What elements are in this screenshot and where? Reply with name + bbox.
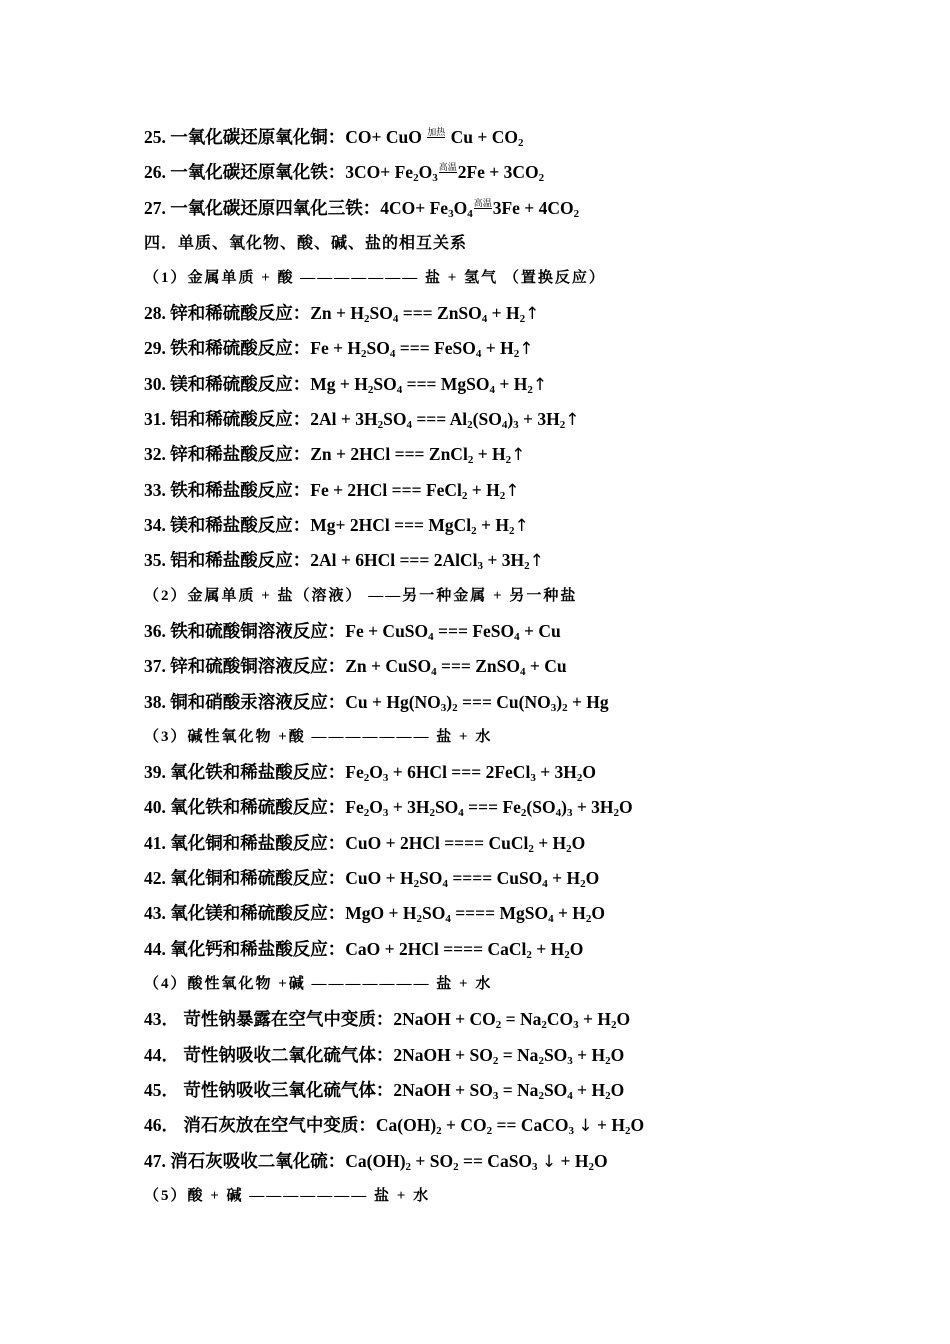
reaction-name: 氧化铜和稀硫酸反应：	[170, 868, 346, 888]
subscript: 4	[501, 419, 508, 431]
subscript: 2	[467, 419, 473, 431]
equation-44b	[144, 1043, 624, 1067]
formula-text: SO	[369, 303, 393, 323]
formula-text: + H	[495, 374, 528, 394]
formula-text: MgO + H	[345, 903, 417, 923]
subscript: 2	[509, 525, 515, 537]
formula-text: O	[616, 1009, 631, 1029]
formula-text: )	[561, 797, 567, 817]
subscript: 4	[392, 313, 399, 325]
subscript: 2	[363, 807, 370, 819]
reaction-name: 氧化铜和稀盐酸反应：	[170, 833, 346, 853]
formula-text: O	[619, 797, 633, 817]
subscript: 2	[363, 772, 370, 784]
formula-text: + SO	[411, 1151, 454, 1171]
formula-text: 2Al + 6HCl === 2AlCl	[310, 550, 478, 570]
equation-44	[144, 937, 583, 961]
subscript: 2	[524, 560, 530, 572]
formula-text: === Cu(NO	[457, 692, 551, 712]
formula-text: + 3H	[518, 409, 560, 429]
equation-number: 40.	[144, 797, 166, 817]
reaction-name: 镁和稀硫酸反应：	[170, 374, 311, 394]
formula-text: SO	[383, 409, 407, 429]
formula-text: === FeSO	[395, 338, 476, 358]
formula-text: + H	[547, 868, 581, 888]
formula-text: SO	[543, 1080, 568, 1100]
formula-text: 2NaOH + CO	[393, 1009, 496, 1029]
reaction-name: 铁和稀硫酸反应：	[170, 338, 311, 358]
equation-number: 34.	[144, 515, 166, 535]
formula-text: + H	[476, 515, 510, 535]
reaction-name: 消石灰放在空气中变质：	[183, 1115, 376, 1135]
formula-text: O	[582, 762, 597, 782]
equation-25: 25. 一氧化碳还原氧化铜：CO+ CuO 加热 $Cu + CO_2$	[144, 127, 524, 149]
equation-number: 29.	[144, 338, 166, 358]
formula-text: SO	[373, 374, 397, 394]
subscript: 2	[453, 1161, 459, 1173]
precipitate-arrow-icon: ↓	[541, 1152, 557, 1172]
subscript: 2	[429, 807, 435, 819]
subscript: 2	[564, 949, 570, 961]
subscript: 4	[396, 384, 403, 396]
formula-text: + 3H	[572, 797, 614, 817]
formula-text: 2NaOH + SO	[393, 1045, 493, 1065]
subscript: 2	[624, 1125, 631, 1137]
reaction-name: 镁和稀盐酸反应：	[170, 515, 311, 535]
formula-text: )	[507, 409, 514, 429]
reaction-name: 苛性钠吸收三氧化硫气体：	[183, 1080, 394, 1100]
equation-number: 38.	[144, 692, 166, 712]
equation-27: 27. 一氧化碳还原四氧化三铁：$4CO+ Fe_3O_4$高温$3Fe + 4CO_2$	[144, 198, 580, 220]
subsection-1: （1）金属单质 + 酸 ——————— 盐 + 氢气 （置换反应）	[144, 270, 606, 286]
formula-text: Zn + H	[310, 303, 364, 323]
reaction-name: 铝和稀盐酸反应：	[170, 550, 311, 570]
equation-35	[144, 548, 544, 573]
formula-text: + 3H	[535, 762, 577, 782]
subscript: 3	[382, 772, 389, 784]
formula-text: === FeSO	[433, 621, 515, 641]
gas-arrow-icon: ↑	[514, 516, 529, 536]
subscript: 4	[428, 631, 434, 643]
subscript: 2	[364, 313, 370, 325]
formula-text: Fe	[345, 762, 364, 782]
subscript: 2	[361, 348, 367, 360]
formula-text: O	[591, 903, 606, 923]
subscript: 3	[492, 1090, 499, 1102]
formula-text: + H	[553, 903, 586, 923]
subscript: 2	[605, 1055, 611, 1067]
formula-text: + H	[592, 1115, 625, 1135]
formula-text: + H	[533, 833, 567, 853]
reaction-name: 苛性钠吸收二氧化硫气体：	[183, 1045, 394, 1065]
gas-arrow-icon: ↑	[529, 551, 544, 571]
subscript: 3	[566, 807, 573, 819]
subscript: 2	[559, 419, 566, 431]
formula-text: Mg+ 2HCl === MgCl	[310, 515, 472, 535]
equation-36	[144, 619, 561, 643]
formula-text: Cu + Hg(NO	[345, 692, 441, 712]
equation-43	[144, 901, 605, 925]
formula-text: ==== CuSO	[447, 868, 543, 888]
subscript: 2	[436, 1125, 442, 1137]
subscript: 4	[555, 807, 562, 819]
reaction-name: 氧化铁和稀硫酸反应：	[170, 797, 346, 817]
formula-text: SO	[419, 868, 443, 888]
equation-42	[144, 866, 599, 890]
subscript: 2	[505, 454, 512, 466]
formula-text: Fe + H	[310, 338, 362, 358]
subscript: 2	[538, 1090, 544, 1102]
formula-text: === Al	[411, 409, 468, 429]
subscript: 2	[367, 384, 374, 396]
subscript: 2	[492, 1055, 499, 1067]
formula-text: + CO	[441, 1115, 487, 1135]
formula-text: (SO	[472, 409, 502, 429]
equation-number: 30.	[144, 374, 166, 394]
subscript: 3	[477, 560, 483, 572]
formula-text: + Cu	[519, 621, 561, 641]
formula-text: O	[594, 1151, 608, 1171]
equation-46	[144, 1113, 644, 1138]
reaction-name: 锌和硫酸铜溶液反应：	[170, 656, 346, 676]
subscript: 3	[382, 807, 389, 819]
formula-text: SO	[543, 1045, 568, 1065]
formula-text: CuO + H	[345, 868, 414, 888]
equation-30	[144, 372, 547, 397]
equation-43b	[144, 1007, 630, 1031]
equation-number: 36.	[144, 621, 166, 641]
formula-text: === ZnSO	[436, 656, 521, 676]
formula-text: (SO	[526, 797, 556, 817]
formula-text: O	[585, 868, 600, 888]
equation-number: 43.	[144, 903, 166, 923]
equation-number: 46．	[144, 1115, 179, 1135]
formula-text: SO	[434, 797, 459, 817]
formula-text: )	[556, 692, 563, 712]
subscript: 2	[613, 807, 620, 819]
formula-text: Ca(OH)	[375, 1115, 437, 1135]
subscript: 3	[567, 1055, 573, 1067]
equation-number: 39.	[144, 762, 166, 782]
equation-number: 43．	[144, 1009, 179, 1029]
formula-text: Fe + 2HCl === FeCl	[310, 480, 462, 500]
reaction-name: 氧化铁和稀盐酸反应：	[170, 762, 346, 782]
formula-text: + H	[556, 1151, 589, 1171]
equation-39	[144, 760, 596, 784]
subscript: 2	[527, 384, 533, 396]
formula-text: + 3H	[388, 797, 430, 817]
formula-text: + Cu	[525, 656, 567, 676]
subscript: 2	[467, 454, 474, 466]
subscript: 2	[461, 490, 468, 502]
subscript: 2	[495, 1019, 502, 1031]
equation-number: 45．	[144, 1080, 179, 1100]
subscript: 3	[532, 1161, 538, 1173]
subscript: 3	[440, 702, 447, 714]
reaction-name: 氧化镁和稀硫酸反应：	[170, 903, 346, 923]
reaction-name: 消石灰吸收二氧化硫：	[170, 1151, 346, 1171]
reaction-name: 铜和硝酸汞溶液反应：	[170, 692, 346, 712]
subsection-5: （5）酸 + 碱 ——————— 盐 + 水	[144, 1188, 431, 1204]
subscript: 2	[538, 1055, 544, 1067]
formula-text: O	[571, 833, 586, 853]
subscript: 2	[576, 772, 583, 784]
reaction-condition: 高温	[438, 162, 457, 172]
subscript: 2	[566, 843, 572, 855]
formula-text: + 3H	[483, 550, 525, 570]
equation-32	[144, 442, 525, 467]
formula-text: + Hg	[567, 692, 609, 712]
subscript: 2	[580, 878, 586, 890]
subsection-3: （3）碱性氧化物 +酸 ——————— 盐 + 水	[144, 729, 493, 745]
reaction-condition: 高温	[473, 198, 492, 208]
formula-text: O	[569, 939, 584, 959]
formula-text: + H	[531, 939, 565, 959]
formula-text: ==== MgSO	[450, 903, 549, 923]
subscript: 2	[605, 1090, 611, 1102]
equation-number: 41.	[144, 833, 166, 853]
subscript: 4	[389, 348, 396, 360]
subscript: 2	[405, 1161, 412, 1173]
formula-text: Fe	[345, 797, 364, 817]
subscript: 4	[458, 807, 464, 819]
subscript: 3	[568, 1125, 574, 1137]
subsection-2: （2）金属单质 + 盐（溶液） ——另一种金属 + 另一种盐	[144, 588, 578, 604]
equation-number: 28.	[144, 303, 166, 323]
gas-arrow-icon: ↑	[505, 481, 520, 501]
equation-26: 26. 一氧化碳还原氧化铁：$3CO+ Fe_2O_3$高温$2Fe + 3CO_2$	[144, 162, 545, 184]
subscript: 2	[513, 348, 520, 360]
gas-arrow-icon: ↑	[565, 410, 580, 430]
subscript: 2	[520, 807, 527, 819]
formula-text: = Na	[498, 1045, 539, 1065]
subscript: 2	[452, 702, 458, 714]
reaction-name: 锌和稀硫酸反应：	[170, 303, 311, 323]
formula-text: === Fe	[463, 797, 521, 817]
subscript: 2	[588, 1161, 595, 1173]
subscript: 3	[550, 702, 557, 714]
subscript: 2	[562, 702, 568, 714]
formula-text: O	[369, 797, 383, 817]
gas-arrow-icon: ↑	[525, 304, 540, 324]
formula-text: === ZnSO	[398, 303, 482, 323]
formula-text: + 6HCl === 2FeCl	[388, 762, 531, 782]
formula-text: == CaSO	[458, 1151, 533, 1171]
subscript: 2	[519, 313, 526, 325]
reaction-name: 铝和稀硫酸反应：	[170, 409, 311, 429]
equation-45	[144, 1078, 624, 1102]
equation-31	[144, 407, 580, 432]
equation-number: 31.	[144, 409, 166, 429]
formula-text: + H	[467, 480, 500, 500]
formula-text: Zn + CuSO	[345, 656, 432, 676]
formula-text: O	[610, 1080, 625, 1100]
equation-29	[144, 336, 533, 361]
subscript: 4	[489, 384, 495, 396]
subscript: 3	[530, 772, 536, 784]
formula-text: CuO + 2HCl ==== CuCl	[345, 833, 529, 853]
formula-text: Zn + 2HCl === ZnCl	[310, 444, 468, 464]
formula-text: Ca(OH)	[345, 1151, 406, 1171]
formula-text: CaO + 2HCl ==== CaCl	[345, 939, 527, 959]
subscript: 4	[475, 348, 482, 360]
formula-text: = Na	[498, 1080, 539, 1100]
equation-41	[144, 831, 585, 855]
formula-text: 2NaOH + SO	[393, 1080, 493, 1100]
formula-text: CO	[546, 1009, 574, 1029]
reaction-name: 铁和稀盐酸反应：	[170, 480, 311, 500]
formula-text: O	[369, 762, 383, 782]
formula-text: = Na	[501, 1009, 542, 1029]
subscript: 2	[377, 419, 384, 431]
subscript: 3	[513, 419, 519, 431]
gas-arrow-icon: ↑	[532, 375, 548, 395]
formula-text: == CaCO	[492, 1115, 569, 1135]
formula-text: === MgSO	[402, 374, 490, 394]
subscript: 2	[528, 843, 534, 855]
subscript: 2	[585, 913, 592, 925]
reaction-condition: 加热	[427, 127, 446, 137]
equation-number: 37.	[144, 656, 166, 676]
equation-33	[144, 478, 520, 503]
formula-text: Fe + CuSO	[345, 621, 429, 641]
equation-37	[144, 654, 567, 678]
equation-number: 47.	[144, 1151, 166, 1171]
subscript: 4	[542, 878, 548, 890]
equation-number: 32.	[144, 444, 166, 464]
formula-text: SO	[366, 338, 390, 358]
subscript: 4	[514, 631, 520, 643]
formula-text: + H	[473, 444, 506, 464]
equation-number: 35.	[144, 550, 166, 570]
equation-number: 44．	[144, 1045, 179, 1065]
formula-text: O	[630, 1115, 645, 1135]
reaction-name: 铁和硫酸铜溶液反应：	[170, 621, 346, 641]
formula-text: O	[610, 1045, 625, 1065]
gas-arrow-icon: ↑	[511, 445, 526, 465]
equation-number: 42.	[144, 868, 166, 888]
equation-34	[144, 513, 529, 538]
equation-number: 33.	[144, 480, 166, 500]
precipitate-arrow-icon: ↓	[578, 1116, 593, 1136]
subscript: 2	[610, 1019, 617, 1031]
formula-text: SO	[421, 903, 446, 923]
reaction-name: 氧化钙和稀盐酸反应：	[170, 939, 346, 959]
formula-text: )	[446, 692, 453, 712]
subscript: 2	[416, 913, 422, 925]
formula-text: + H	[481, 338, 514, 358]
gas-arrow-icon: ↑	[519, 339, 534, 359]
subscript: 2	[471, 525, 477, 537]
subscript: 3	[573, 1019, 579, 1031]
subscript: 4	[406, 419, 412, 431]
formula-text: + H	[572, 1045, 606, 1065]
subscript: 2	[499, 490, 506, 502]
subscript: 2	[413, 878, 420, 890]
subscript: 2	[526, 949, 532, 961]
formula-text: + H	[572, 1080, 606, 1100]
equation-47	[144, 1149, 608, 1174]
subscript: 2	[541, 1019, 547, 1031]
formula-text: + H	[487, 303, 520, 323]
reaction-name: 锌和稀盐酸反应：	[170, 444, 311, 464]
subscript: 4	[548, 913, 554, 925]
subscript: 4	[567, 1090, 573, 1102]
subscript: 4	[481, 313, 488, 325]
equation-number: 44.	[144, 939, 166, 959]
subscript: 2	[486, 1125, 493, 1137]
formula-text: 2Al + 3H	[310, 409, 378, 429]
reaction-name: 苛性钠暴露在空气中变质：	[183, 1009, 394, 1029]
formula-text: Mg + H	[310, 374, 368, 394]
subscript: 4	[431, 666, 437, 678]
equation-38	[144, 690, 609, 714]
subsection-4: （4）酸性氧化物 +碱 ——————— 盐 + 水	[144, 976, 493, 992]
formula-text: + H	[578, 1009, 611, 1029]
subscript: 4	[445, 913, 451, 925]
subscript: 4	[520, 666, 526, 678]
equation-28	[144, 301, 539, 326]
section-heading-4: 四．单质、氧化物、酸、碱、盐的相互关系	[144, 235, 468, 252]
subscript: 4	[442, 878, 448, 890]
equation-40	[144, 795, 633, 819]
